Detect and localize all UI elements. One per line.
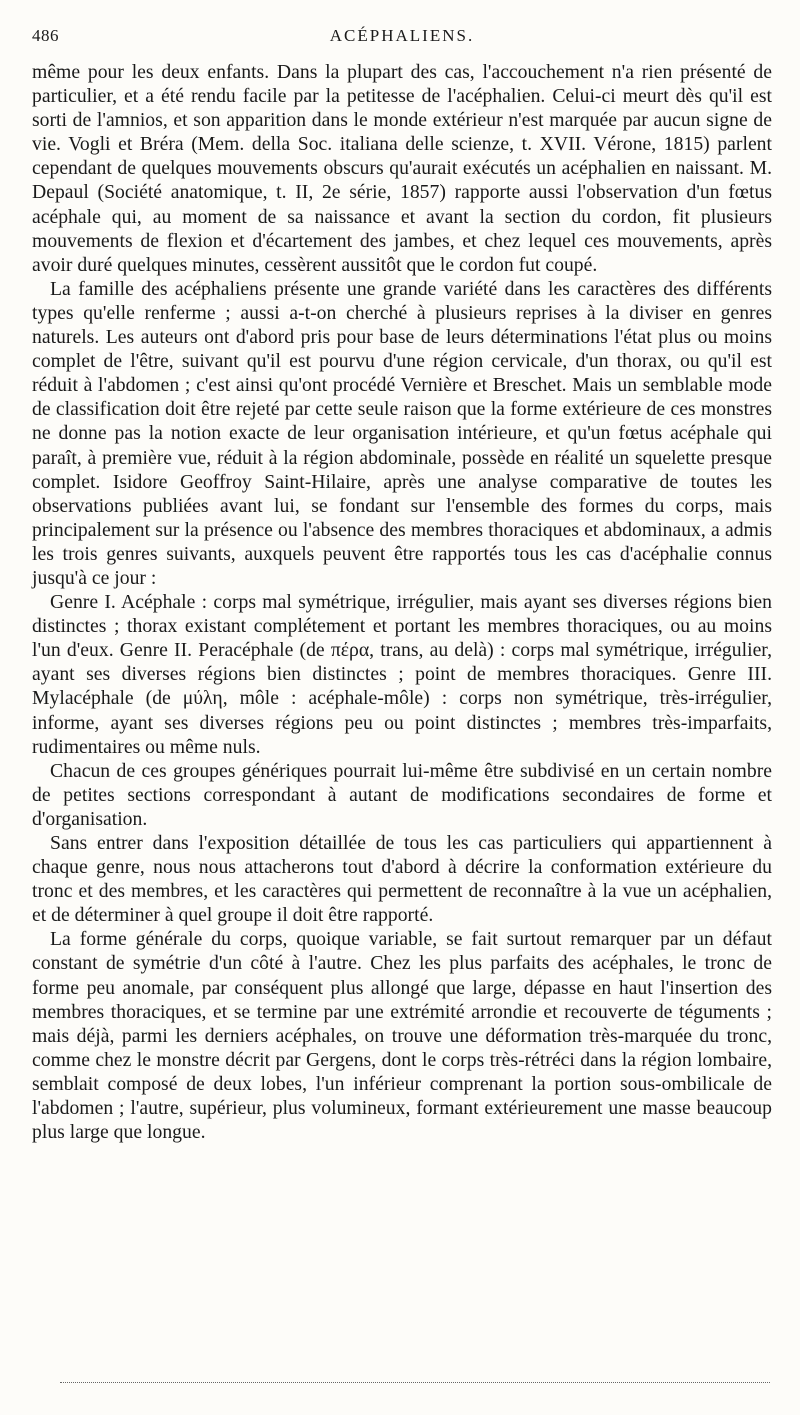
paragraph: Sans entrer dans l'exposition détaillée de tous les cas particuliers qui appartiennent à chaque genre, nous nous attacherons tout d'abord à décrire la conformation extérieure du tronc et des membres, et les caractères qui permettent de reconnaître à la vue un acéphalien, et de déterminer à quel groupe il doit être rapporté. (32, 832, 772, 927)
running-head: ACÉPHALIENS. (329, 26, 475, 45)
page-number: 486 (32, 26, 59, 45)
document-page (32, 26, 772, 1144)
paragraph: même pour les deux enfants. Dans la plupart des cas, l'accouchement n'a rien présenté de particulier, et a été rendu facile par la petitesse de l'acéphalien. Celui-ci meurt dès qu'il est sorti de l'amnios, et son apparition dans le monde extérieur n'est marquée par aucun signe de vie. Vogli et Bréra (Mem. della Soc. italiana delle scienze, t. XVII. Vérone, 1815) parlent cependant de quelques mouvements obscurs qu'aurait exécutés un acéphalien en naissant. M. Depaul (Société anatomique, t. II, 2e série, 1857) rapporte aussi l'observation d'un fœtus acéphale qui, au moment de sa naissance et avant la section du cordon, fit plusieurs mouvements de flexion et d'écartement des jambes, et chez lequel ces mouvements, après avoir duré quelques minutes, cessèrent aussitôt que le cordon fut coupé. (32, 61, 772, 276)
paragraph: Genre I. Acéphale : corps mal symétrique, irrégulier, mais ayant ses diverses régions bien distinctes ; thorax existant complétement et portant les membres thoraciques, ou au moins l'un d'eux. Genre II. Peracéphale (de πέρα, trans, au delà) : corps mal symétrique, irrégulier, ayant ses diverses régions bien distinctes ; point de membres thoraciques. Genre III. Mylacéphale (de μύλη, môle : acéphale-môle) : corps non symétrique, très-irrégulier, informe, ayant ses diverses régions peu ou point distinctes ; membres très-imparfaits, rudimentaires ou même nuls. (32, 591, 772, 758)
paragraph: La forme générale du corps, quoique variable, se fait surtout remarquer par un défaut constant de symétrie d'un côté à l'autre. Chez les plus parfaits des acéphales, le tronc de forme peu anomale, par conséquent plus allongé que large, dépasse en haut l'insertion des membres thoraciques, et se termine par une extrémité arrondie et recouverte de téguments ; mais déjà, parmi les derniers acéphales, on trouve une déformation très-marquée du tronc, comme chez le monstre décrit par Gergens, dont le corps très-rétréci dans la région lombaire, semblait composé de deux lobes, l'un inférieur comprenant la portion sous-ombilicale de l'abdomen ; l'autre, supérieur, plus volumineux, formant extérieurement une masse beaucoup plus large que longue. (32, 928, 772, 1144)
page-header (32, 26, 772, 56)
paragraph: La famille des acéphaliens présente une grande variété dans les caractères des différents types qu'elle renferme ; aussi a-t-on cherché à plusieurs reprises à la diviser en genres naturels. Les auteurs ont d'abord pris pour base de leurs déterminations l'état plus ou moins complet de l'être, suivant qu'il est pourvu d'une région cervicale, d'un thorax, ou qu'il est réduit à l'abdomen ; c'est ainsi qu'ont procédé Vernière et Breschet. Mais un semblable mode de classification doit être rejeté par cette seule raison que la forme extérieure de ces monstres ne donne pas la notion exacte de leur organisation intérieure, et qu'un fœtus acéphale qui paraît, à première vue, réduit à la région abdominale, possède en réalité un squelette presque complet. Isidore Geoffroy Saint-Hilaire, après une analyse comparative de toutes les observations publiées avant lui, se fondant sur l'ensemble des formes du corps, mais principalement sur la présence ou l'absence des membres thoraciques et abdominaux, a admis les trois genres suivants, auxquels peuvent être rapportés tous les cas d'acéphalie connus jusqu'à ce jour : (32, 277, 772, 589)
footer-divider (60, 1382, 770, 1383)
paragraph: Chacun de ces groupes génériques pourrait lui-même être subdivisé en un certain nombre de petites sections correspondant à autant de modifications secondaires de forme et d'organisation. (32, 759, 772, 830)
body-text (32, 60, 772, 1144)
